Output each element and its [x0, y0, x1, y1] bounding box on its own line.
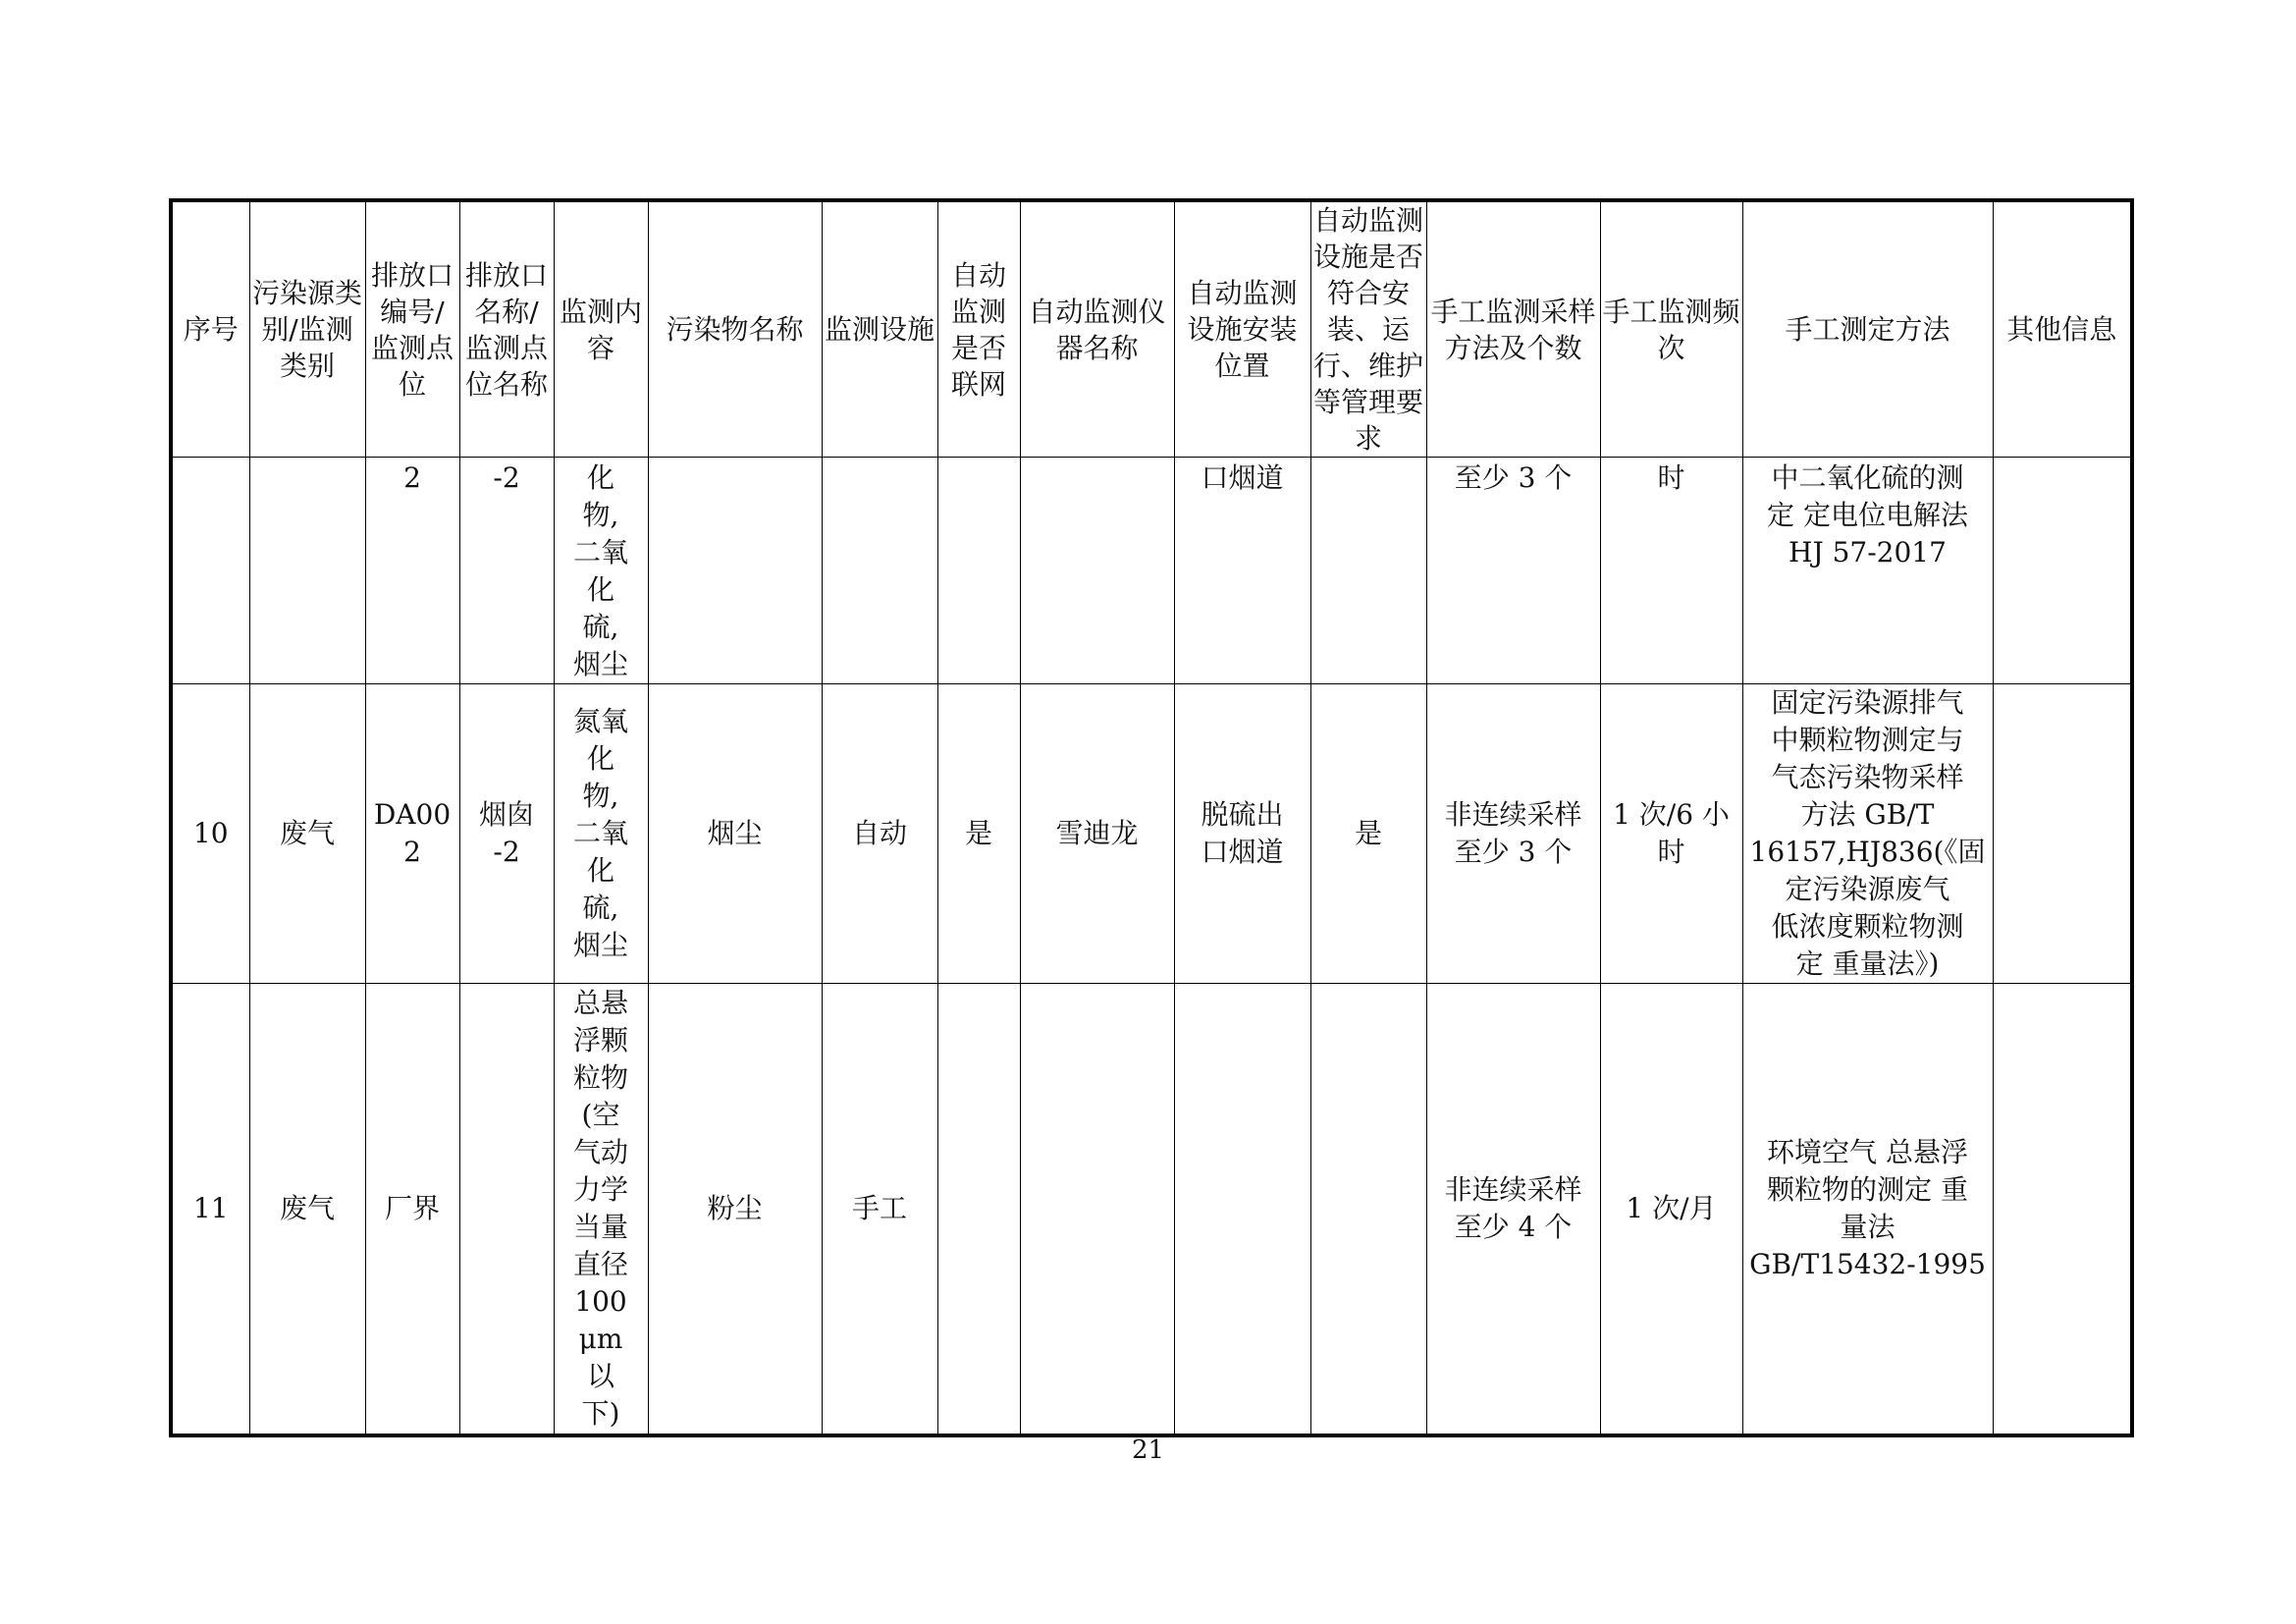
cell-pollutant	[648, 684, 822, 984]
cell-other	[1993, 458, 2132, 684]
cell-text: 2	[403, 461, 421, 494]
cell-networked	[937, 984, 1020, 1435]
cell-pollutant	[648, 458, 822, 684]
cell-instrument	[1020, 458, 1174, 684]
cell-frequency	[1600, 984, 1742, 1435]
cell-outlet-name	[459, 684, 554, 984]
cell-text: 时	[1657, 461, 1685, 494]
cell-monitor-content	[554, 684, 648, 984]
cell-source-type	[249, 458, 365, 684]
cell-seq	[171, 984, 249, 1435]
cell-text: 废气	[279, 817, 335, 849]
cell-facility	[822, 684, 937, 984]
cell-text: 非连续采样 至少 4 个	[1444, 1172, 1582, 1243]
cell-text: 10	[192, 817, 229, 849]
cell-install-location	[1174, 458, 1310, 684]
monitoring-table	[169, 198, 2134, 1437]
cell-method	[1742, 458, 1993, 684]
header-sampling-method: 手工监测采样方法及个数	[1426, 200, 1600, 458]
table-header-row	[171, 200, 2132, 458]
header-other: 其他信息	[1993, 200, 2132, 458]
cell-networked	[937, 684, 1020, 984]
cell-install-location	[1174, 984, 1310, 1435]
header-instrument: 自动监测仪器名称	[1020, 200, 1174, 458]
header-method: 手工测定方法	[1742, 200, 1993, 458]
cell-pollutant	[648, 984, 822, 1435]
cell-facility	[822, 458, 937, 684]
cell-facility	[822, 984, 937, 1435]
cell-text: 脱硫出 口烟道	[1201, 798, 1284, 868]
cell-seq	[171, 458, 249, 684]
cell-text: 粉尘	[707, 1191, 763, 1224]
cell-source-type	[249, 684, 365, 984]
header-outlet-name: 排放口名称/监测点位名称	[459, 200, 554, 458]
cell-text: 手工	[851, 1191, 907, 1224]
cell-frequency	[1600, 458, 1742, 684]
cell-outlet-id	[365, 684, 459, 984]
cell-outlet-name	[459, 984, 554, 1435]
cell-sampling-method	[1426, 458, 1600, 684]
cell-text: 环境空气 总悬浮 颗粒物的测定 重 量法 GB/T15432-1995	[1749, 1135, 1986, 1280]
cell-instrument	[1020, 684, 1174, 984]
cell-text: 口烟道	[1201, 461, 1284, 494]
cell-outlet-id	[365, 984, 459, 1435]
cell-networked	[937, 458, 1020, 684]
cell-text: -2	[493, 461, 520, 494]
page-number: 21	[1131, 1435, 1165, 1465]
cell-text: 烟尘	[707, 817, 763, 849]
cell-frequency	[1600, 684, 1742, 984]
cell-text: 至少 3 个	[1454, 461, 1573, 494]
cell-text: 非连续采样 至少 3 个	[1444, 798, 1582, 868]
cell-text: 1 次/月	[1626, 1191, 1717, 1224]
cell-seq	[171, 684, 249, 984]
cell-install-location	[1174, 684, 1310, 984]
header-pollutant: 污染物名称	[648, 200, 822, 458]
cell-text: 总悬 浮颗 粒物 (空 气动 力学 当量 直径 100 μm 以 下)	[572, 986, 628, 1430]
cell-text: 烟囱 -2	[478, 798, 534, 868]
header-facility: 监测设施	[822, 200, 937, 458]
table-row	[171, 684, 2132, 984]
cell-other	[1993, 984, 2132, 1435]
cell-text: DA00 2	[373, 798, 452, 868]
cell-monitor-content	[554, 984, 648, 1435]
header-networked: 自动监测是否联网	[937, 200, 1020, 458]
table-row	[171, 458, 2132, 684]
cell-text: 11	[192, 1191, 229, 1224]
header-source-type: 污染源类别/监测类别	[249, 200, 365, 458]
header-monitor-content: 监测内容	[554, 200, 648, 458]
cell-text: 化 物, 二氧 化 硫, 烟尘	[572, 461, 628, 680]
cell-text: 是	[1354, 817, 1382, 849]
cell-instrument	[1020, 984, 1174, 1435]
cell-compliance	[1310, 984, 1426, 1435]
cell-method	[1742, 684, 1993, 984]
cell-outlet-name	[459, 458, 554, 684]
header-frequency: 手工监测频次	[1600, 200, 1742, 458]
cell-source-type	[249, 984, 365, 1435]
cell-text: 雪迪龙	[1055, 817, 1139, 849]
table-row	[171, 984, 2132, 1435]
cell-text: 氮氧 化 物, 二氧 化 硫, 烟尘	[572, 705, 628, 961]
cell-outlet-id	[365, 458, 459, 684]
cell-sampling-method	[1426, 984, 1600, 1435]
header-compliance: 自动监测设施是否符合安装、运行、维护等管理要求	[1310, 200, 1426, 458]
cell-other	[1993, 684, 2132, 984]
cell-text: 1 次/6 小 时	[1613, 798, 1730, 868]
header-install-location: 自动监测设施安装位置	[1174, 200, 1310, 458]
cell-text: 自动	[851, 817, 907, 849]
cell-compliance	[1310, 684, 1426, 984]
cell-compliance	[1310, 458, 1426, 684]
cell-text: 是	[964, 817, 992, 849]
cell-text: 厂界	[384, 1191, 440, 1224]
header-outlet-id: 排放口编号/监测点位	[365, 200, 459, 458]
header-seq: 序号	[171, 200, 249, 458]
cell-text: 固定污染源排气 中颗粒物测定与 气态污染物采样 方法 GB/T 16157,HJ836(《固 定污染源废气 低浓度颗粒物测 定 重量法》)	[1749, 686, 1986, 980]
cell-monitor-content	[554, 458, 648, 684]
cell-text: 废气	[279, 1191, 335, 1224]
cell-method	[1742, 984, 1993, 1435]
cell-sampling-method	[1426, 684, 1600, 984]
cell-text: 中二氧化硫的测 定 定电位电解法 HJ 57-2017	[1767, 461, 1968, 568]
